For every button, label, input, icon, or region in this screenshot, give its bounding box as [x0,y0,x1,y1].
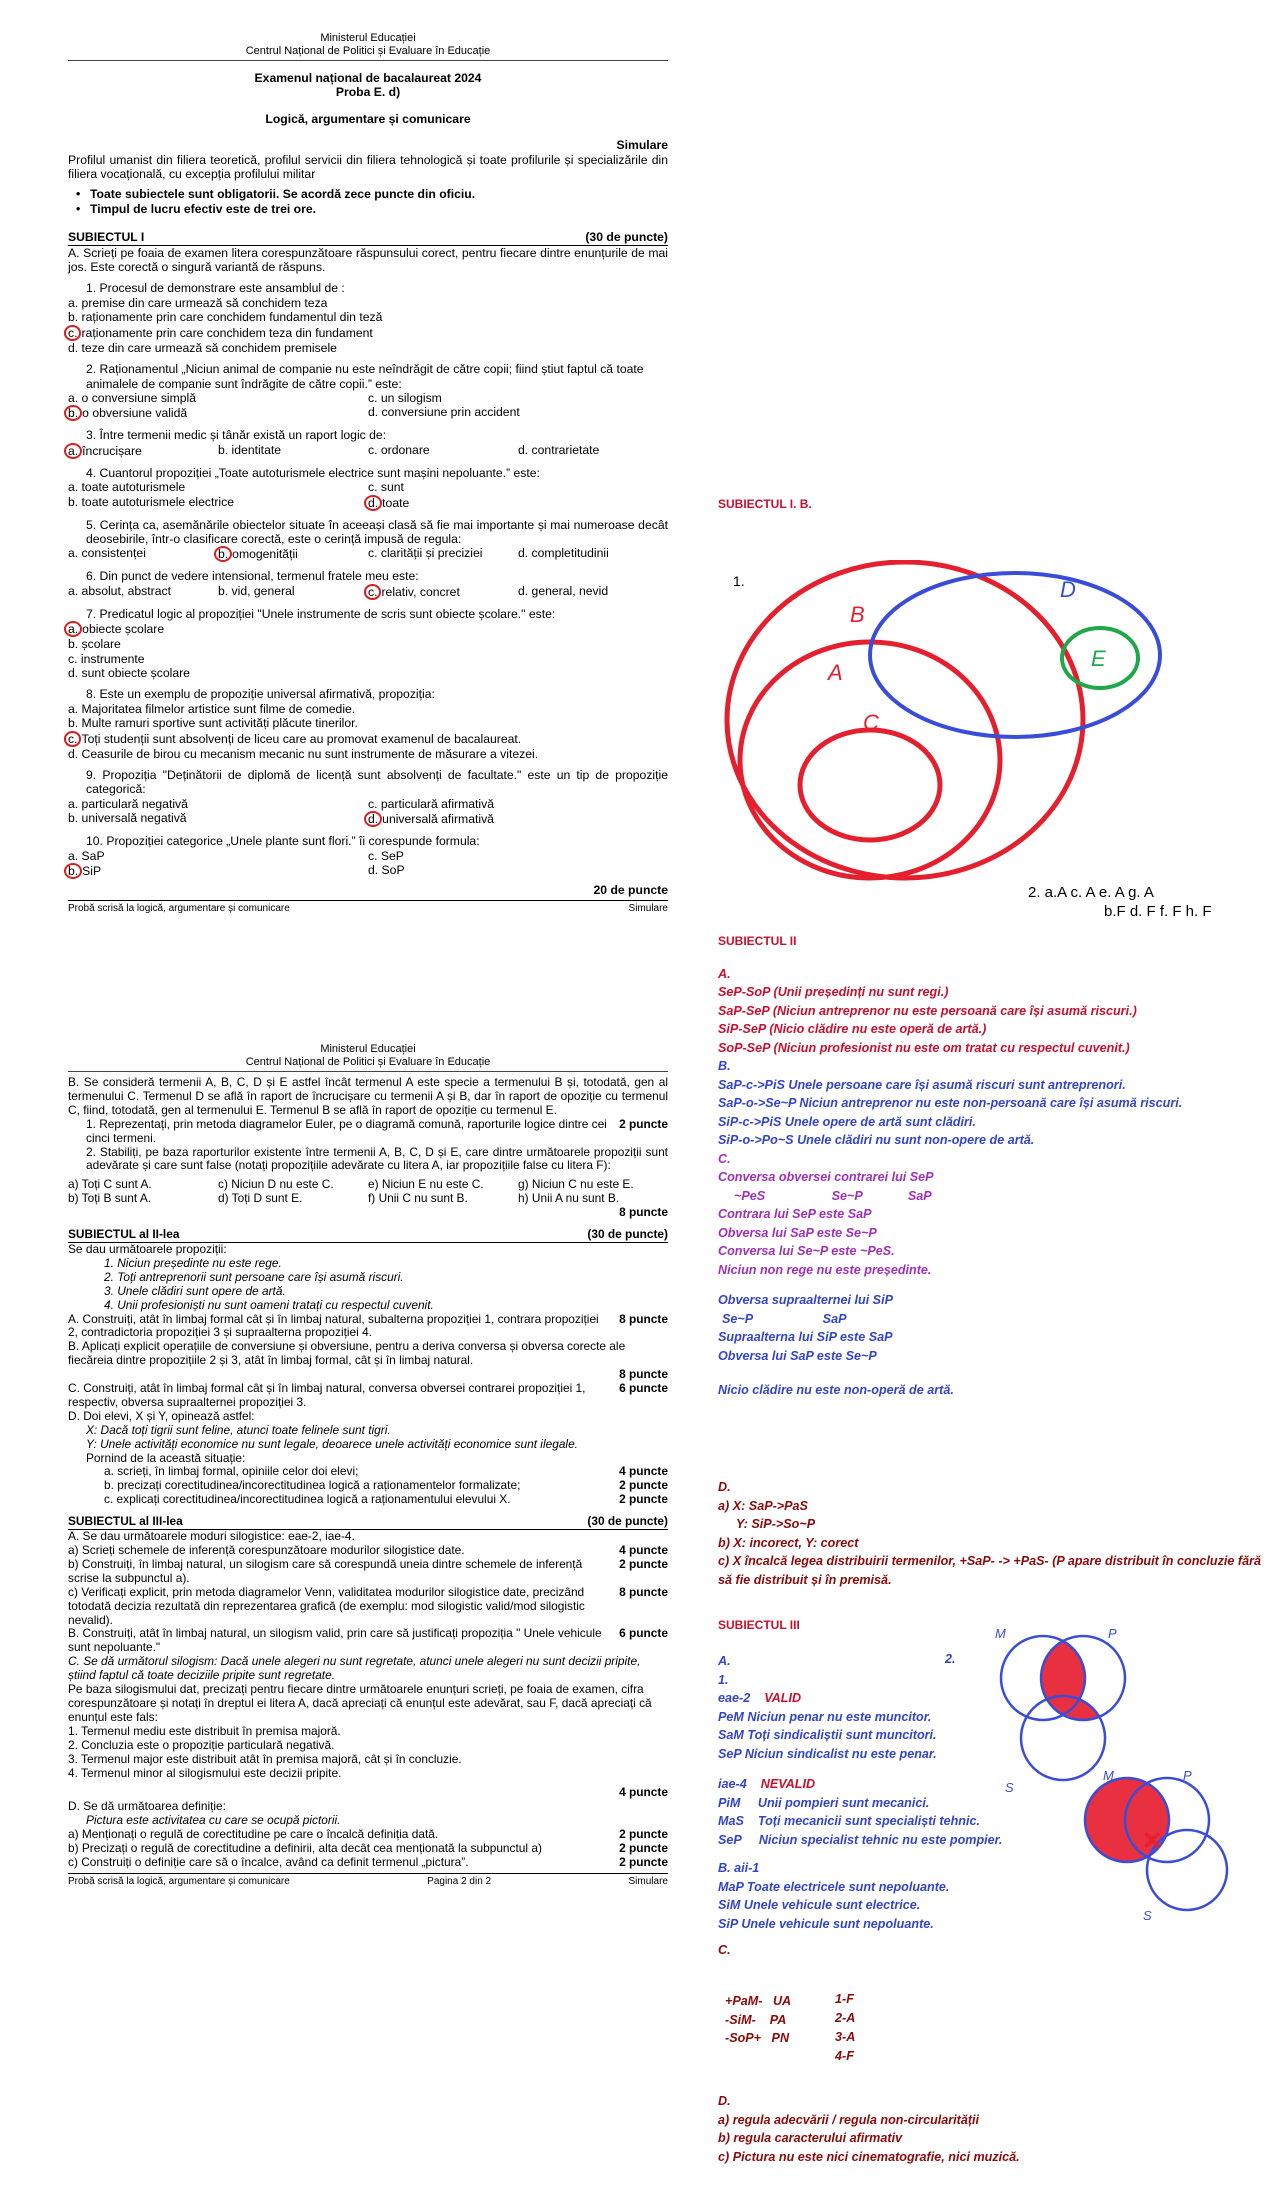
label-b: B [850,602,865,627]
section-1-instruction: A. Scrieți pe foaia de examen litera corespunzătoare răspunsului corect, pentru fiecare dintre enunțurile de mai jos. Este corectă o singură variantă de răspuns. [68,245,668,275]
true-false-list: 1-F 2-A 3-A 4-F [835,1992,856,2063]
exam-page-2: Ministerul Educației Centrul Național de Politici și Evaluare în Educație B. Se consideră termenii A, B, C, D și E astfel încât termenul A este specie a termenului B și, totodată, gen al termenului C. Termenul D se află în raport de încrucișare cu termenii A și B, dar în raport de opoziție cu termenul C, fiind, totodată, gen al termenului E. Termenul B se află în raport de opoziție cu termenul E. 1. Reprezentați, prin metoda diagramelor Euler, pe o diagramă comună, raporturile logice dintre cei cinci termeni. 2 puncte 2. Stabiliți, pe baza raporturilor existente între termenii A, B, C, D și E, care dintre următoarele propoziții sunt adevărate și care sunt false (notați propozițiile adevărate cu litera A, iar propozițiile false cu litera F): a) Toți C sunt A. c) Niciun D nu este C. e) Niciun E nu este C. g) Niciun C nu este E. b) Toți B sunt A. d) Toți D sunt E. f) Unii C nu sunt B. h) Unii A nu sunt B. 8 puncte SUBIECTUL al II-lea (30 de puncte) Se dau următoarele propoziții: 1. Niciun președinte nu este rege. 2. Toți antreprenorii sunt persoane care își asumă riscuri. 3. Unele clădiri sunt opere de artă. 4. Unii profesioniști nu sunt oameni tratați cu respectul cuvenit. A. Construiți, atât în limbaj formal cât și în limbaj natural, subalterna propoziției 1, contrara propoziției 2, contradictoria propoziției 3 și supraalterna propoziției 4. 8 puncte B. Aplicați explicit operațiile de conversiune și obversiune, pentru a deriva conversa și obversa corecte ale fiecăreia dintre propozițiile 2 și 3, atât în limbaj formal, cât și în limbaj natural. 8 puncte C. Construiți, atât în limbaj formal cât și în limbaj natural, conversa obversei contrarei propoziției 1, respectiv, obversa supraalternei propoziției 3. 6 puncte D. Doi elevi, X și Y, opinează astfel: X: Dacă toți tigrii sunt feline, atunci toate felinele sunt tigri. Y: Unele activități economice nu sunt legale, deoarece unele activități economice sunt ilegale. Pornind de la această situație: a. scrieți, în limbaj formal, opiniile celor doi elevi; 4 puncte b. precizați corectitudinea/incorectitudinea logică a raționamentelor formalizate; 2 puncte c. explicați corectitudinea/incorectitudinea logică a raționamentului elevului X. 2 puncte SUBIECTUL al III-lea (30 de puncte) A. Se dau următoarele moduri silogistice: eae-2, iae-4. a) Scrieți schemele de inferență corespunzătoare modurilor silogistice date. 4 puncte b) Construiți, în limbaj natural, un silogism care să corespundă uneia dintre schemele de inferență scrise la subpunctul a). 2 puncte c) Verificați explicit, prin metoda diagramelor Venn, validitatea modurilor silogistice date, precizând totodată decizia rezultată din reprezentarea grafică (de exemplu: mod silogistic valid/mod silogistic nevalid). 8 puncte B. Construiți, atât în limbaj natural, un silogism valid, prin care să justificați propoziția " Unele vehicule sunt nepoluante." 6 puncte C. Se dă următorul silogism: Dacă unele alegeri nu sunt regretate, atunci unele alegeri nu sunt decizii pripite, știind faptul că toate deciziile pripite sunt regretate. Pe baza silogismului dat, precizați pentru fiecare dintre următoarele enunțuri scrieți, pe foaia de examen, cifra corespunzătoare și notați în dreptul ei litera A, dacă apreciați că enunțul este adevărat, sau F, dacă apreciați că enunțul este fals: 1. Termenul mediu este distribuit în premisa majoră. 2. Concluzia este o propoziție particulară negativă. 3. Termenul major este distribuit atât în premisa majoră, cât și în concluzie. 4. Termenul minor al silogismului este decizii pripite. 4 puncte D. Se dă următoarea definiție: Pictura este activitatea cu care se ocupă pictorii. a) Menționați o regulă de corectitudine pe care o încalcă definiția dată. 2 puncte b) Precizați o regulă de corectitudine a definirii, alta decât cea menționată la subpunctul a) 2 puncte c) Construiți o definiție care să o încalce, având ca definit termenul „pictura”. 2 puncte Probă scrisă la logică, argumentare și comunicare Pagina 2 din 2 Simulare [68,1043,668,1887]
rule-1: • Toate subiectele sunt obligatorii. Se acordă zece puncte din oficiu. [68,187,668,201]
svg-text:P: P [1108,1626,1117,1641]
points-20: 20 de puncte [593,883,668,898]
answer-2-values: 2. a.A c. A e. A g. A b.F d. F f. F h. F [1028,884,1212,920]
answer-circle: b. [64,863,82,879]
label-d: D [1060,577,1076,602]
answers-section-2: SUBIECTUL II A. SeP-SoP (Unii președinți nu sunt regi.) SaP-SeP (Niciun antreprenor nu este persoană care își asumă riscuri.) SiP-SeP (Nicio clădire nu este operă de artă.) SoP-SeP (Niciun profesionist nu este om tratat cu respectul cuvenit.) B. SaP-c->PiS Unele persoane care își asumă riscuri sunt antreprenori. SaP-o->Se~P Niciun antreprenor nu este non-persoană care își asumă riscuri. SiP-c->PiS Unele opere de artă sunt clădiri. SiP-o->Po~S Unele clădiri nu sunt non-opere de artă. C. Conversa obversei contrarei lui SeP ~PeS Se~P SaP Contrara lui SeP este SaP Obversa lui SaP este Se~P Conversa lui Se~P este ~PeS. Niciun non rege nu este președinte. Obversa supraalternei lui SiP Se~P SaP Supraalterna lui SiP este SaP Obversa lui SaP este Se~P Nicio clădire nu este non-operă de artă. [718,934,1183,1397]
label-c: C [863,710,879,735]
simulare: Simulare [616,138,668,153]
question-3: 3. Între termenii medic și tânăr există un raport logic de: [86,428,387,443]
page-footer: Probă scrisă la logică, argumentare și comunicare Pagina 2 din 2 Simulare [68,1873,668,1889]
question-5: 5. Cerința ca, asemănările obiectelor situate în aceeași clasă să fie mai importante și mai numeroase decât deosebirile, într-o clasificare corectă, este o cerință impusă de regula: [86,517,668,546]
answer-circle: a. [64,621,82,637]
ministry: Ministerul Educației [320,1043,416,1055]
section-3-header: SUBIECTUL al III-lea (30 de puncte) [68,1514,668,1529]
answer-heading-3: SUBIECTUL III [718,1618,800,1632]
exam-page-1: Ministerul Educației Centrul Național de Politici și Evaluare în Educație Examenul național de bacalaureat 2024 Proba E. d) Logică, argumentare și comunicare Simulare Profilul umanist din filiera teoretică, profilul servicii din filiera tehnologică și toate profilurile și specializările din filiera vocațională, cu excepția profilului militar • Toate subiectele sunt obligatorii. Se acordă zece puncte din oficiu. • Timpul de lucru efectiv este de trei ore. SUBIECTUL I (30 de puncte) A. Scrieți pe foaia de examen litera corespunzătoare răspunsului corect, pentru fiecare dintre enunțurile de mai jos. Este corectă o singură variantă de răspuns. 1. Procesul de demonstrare este ansamblul de : a. premise din care urmează să conchidem teza b. raționamente prin care conchidem fundamentul din teză c. raționamente prin care conchidem teza din fundament d. teze din care urmează să conchidem premisele 2. Raționamentul „Niciun animal de companie nu este neîndrăgit de către copii; fiind știut faptul că toate animalele de companie sunt îndrăgite de către copii.” este: a. o conversiune simplă c. un silogism b. o obversiune validă d. conversiune prin accident 3. Între termenii medic și tânăr există un raport logic de: a. încrucișare b. identitate c. ordonare d. contrarietate 4. Cuantorul propoziției „Toate autoturismele electrice sunt mașini nepoluante.” este: a. toate autoturismele c. sunt b. toate autoturismele electrice d. toate 5. Cerința ca, asemănările obiectelor situate în aceeași clasă să fie mai importante și mai numeroase decât deosebirile, într-o clasificare corectă, este o cerință impusă de regula: a. consistenței b. omogenității c. clarității și preciziei d. completitudinii 6. Din punct de vedere intensional, termenul fratele meu este: a. absolut, abstract b. vid, general c. relativ, concret d. general, nevid 7. Predicatul logic al propoziției "Unele instrumente de scris sunt obiecte școlare." este: a. obiecte școlare b. școlare c. instrumente d. sunt obiecte școlare 8. Este un exemplu de propoziție universal afirmativă, propoziția: a. Majoritatea filmelor artistice sunt filme de comedie. b. Multe ramuri sportive sunt activități plăcute tinerilor. c. Toți studenții sunt absolvenți de liceu care au promovat examenul de bacalaureat. d. Ceasurile de birou cu mecanism mecanic nu sunt instrumente de măsurare a vitezei. 9. Propoziția "Deținătorii de diplomă de licență sunt absolvenți de facultate." este un tip de propoziție categorică: a. particulară negativă c. particulară afirmativă b. universală negativă d. universală afirmativă 10. Propoziției categorice „Unele plante sunt flori.” îi corespunde formula: a. SaP c. SeP b. SiP d. SoP 20 de puncte Probă scrisă la logică, argumentare și comunicare Simulare [68,32,668,1017]
question-1: 1. Procesul de demonstrare este ansamblul de : [86,281,345,296]
svg-text:S: S [1143,1908,1152,1923]
label-a: A [828,660,843,685]
proba: Proba E. d) [335,85,401,100]
svg-text:M: M [995,1626,1006,1641]
answer-circle: a. [64,443,82,459]
answer-circle: c. [64,325,81,341]
question-10: 10. Propoziției categorice „Unele plante sunt flori.” îi corespunde formula: [86,834,480,849]
page-footer: Probă scrisă la logică, argumentare și comunicare Simulare [68,900,668,916]
question-6: 6. Din punct de vedere intensional, termenul fratele meu este: [86,569,419,584]
answer-circle: c. [364,584,381,600]
question-9: 9. Propoziția "Deținătorii de diplomă de licență sunt absolvenți de facultate." este un tip de propoziție categorică: [86,768,668,797]
question-7: 7. Predicatul logic al propoziției "Unele instrumente de scris sunt obiecte școlare." este: [86,606,556,621]
section-1b: B. Se consideră termenii A, B, C, D și E astfel încât termenul A este specie a termenului B și, totodată, gen al termenului C. Termenul D se află în raport de încrucișare cu termenii A și B, dar în raport de opoziție cu termenul C, fiind, totodată, gen al termenului E. Termenul B se află în raport de opoziție cu termenul E. [68,1075,668,1117]
answers-section-3d: D. a) regula adecvării / regula non-circularității b) regula caracterului afirmativ c) Pictura nu este nici cinematografie, nici muzică. [718,2094,1020,2164]
question-4: 4. Cuantorul propoziției „Toate autoturismele electrice sunt mașini nepoluante.” este: [86,465,540,480]
euler-diagram [715,560,1185,890]
circle-c [800,730,940,840]
svg-text:M: M [1103,1768,1114,1783]
answer-circle: d. [364,811,382,827]
answer-heading-1b: SUBIECTUL I. B. [718,497,812,511]
svg-text:S: S [1005,1780,1014,1795]
distribution-list: +PaM- UA -SiM- PA -SoP+ PN [725,1994,792,2045]
center: Centrul Național de Politici și Evaluare în Educație [245,1056,491,1068]
label-e: E [1091,646,1106,671]
venn-diagram-iae4 [1075,1768,1245,1928]
circle-a [740,642,1000,878]
svg-text:P: P [1183,1768,1192,1783]
section-2-header: SUBIECTUL al II-lea (30 de puncte) [68,1227,668,1242]
ministry: Ministerul Educației [320,32,416,44]
answer-circle: b. [214,546,232,562]
exam-title: Examenul național de bacalaureat 2024 [254,71,482,85]
section-1-header: SUBIECTUL I (30 de puncte) [68,230,668,245]
question-2: 2. Raționamentul „Niciun animal de companie nu este neîndrăgit de către copii; fiind știut faptul că toate animalele de companie sunt îndrăgite de către copii.” este: [86,362,644,391]
center: Centrul Național de Politici și Evaluare în Educație [245,45,491,57]
question-8: 8. Este un exemplu de propoziție universal afirmativă, propoziția: [86,687,435,702]
profile: Profilul umanist din filiera teoretică, profilul servicii din filiera tehnologică și toate profilurile și specializările din filiera vocațională, cu excepția profilului militar [68,152,668,182]
answer-circle: b. [64,405,82,421]
rule-2: • Timpul de lucru efectiv este de trei ore. [68,202,668,216]
answer-circle: d. [364,495,382,511]
subject-name: Logică, argumentare și comunicare [265,111,471,126]
answer-circle: c. [64,731,81,747]
answers-section-3: A. 1. eae-2 VALID PeM Niciun penar nu este muncitor. SaM Toți sindicaliștii sunt muncitori. SeP Niciun sindicalist nu este penar. iae-4 NEVALID PiM Unii pompieri sunt mecanici. MaS Toți mecanicii sunt specialiști tehnic. SeP Niciun specialist tehnic nu este pompier. B. aii-1 MaP Toate electricele sunt nepoluante. SiM Unele vehicule sunt electrice. SiP Unele vehicule sunt nepoluante. C. [718,1654,1003,1957]
answers-section-2d: D. a) X: SaP->PaS Y: SiP->So~P b) X: incorect, Y: corect c) X încalcă legea distribuirii termenilor, +SaP- -> +PaS- (P apare distribuit în concluzie fără să fie distribuit și în premisă. [718,1480,1261,1587]
